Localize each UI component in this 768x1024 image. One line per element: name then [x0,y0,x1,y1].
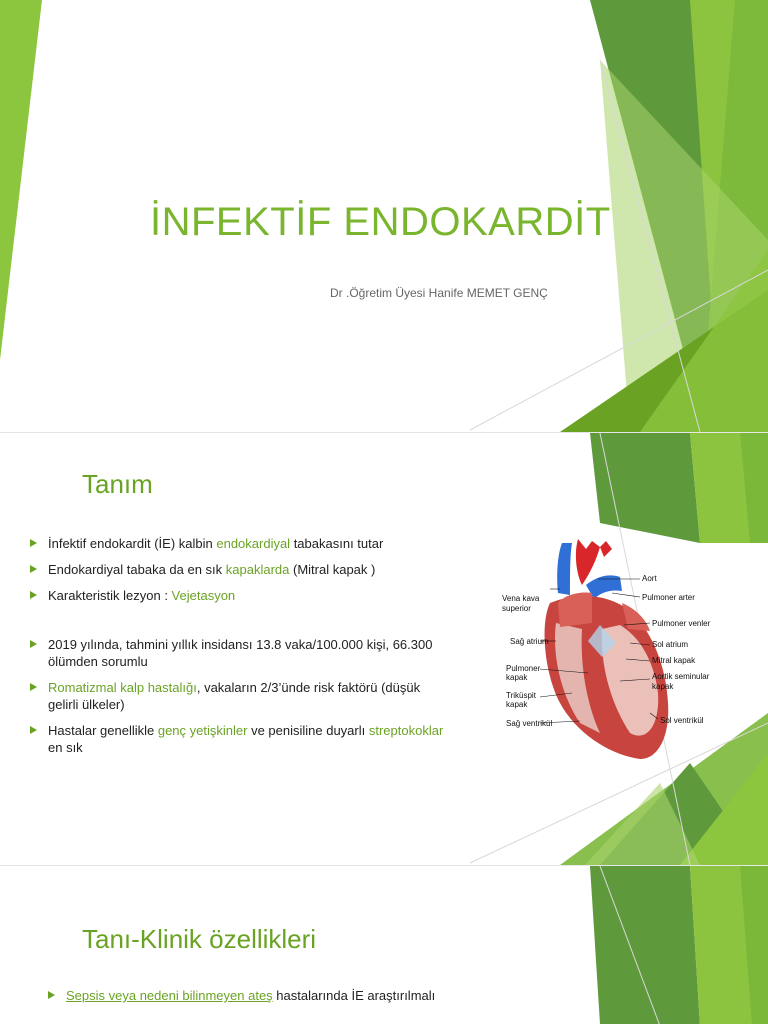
bullet-item: Sepsis veya nedeni bilinmeyen ateş hastalarında İE araştırılmalı [48,987,568,1004]
label-sol-ventrikul: Sol ventrikül [660,716,704,725]
bullet-arrow-icon [30,591,37,599]
label-pulmoner-kapak-2: kapak [506,673,528,682]
label-trikuspit-2: kapak [506,700,528,709]
label-aortik-1: Aortik seminular [652,672,710,681]
clinical-features-slide [0,866,768,1024]
section-heading: Tanı-Klinik özellikleri [82,924,317,954]
heart-anatomy-diagram [500,533,722,765]
definition-slide [0,433,768,865]
epidemiology-bullets-2 [30,679,450,713]
presentation-author: Dr .Öğretim Üyesi Hanife MEMET GENÇ [330,286,548,300]
definition-bullets-3 [30,587,450,604]
label-sag-atrium: Sağ atrium [510,637,549,646]
label-trikuspit-1: Triküspit [506,691,536,700]
bullet-arrow-icon [30,539,37,547]
label-vena-kava-1: Vena kava [502,594,540,603]
label-sag-ventrikul: Sağ ventrikül [506,719,553,728]
bullet-item: Karakteristik lezyon : Vejetasyon [30,587,450,604]
title-slide [0,0,768,432]
bullet-item: 2019 yılında, tahmini yıllık insidansı 13.8 vaka/100.000 kişi, 66.300 ölümden sorumlu [30,636,450,670]
definition-bullets-2 [30,561,450,578]
label-aort: Aort [642,574,657,583]
label-vena-kava-2: superior [502,604,531,613]
vena-cava-vessel [557,543,572,595]
section-heading: Tanım [82,469,153,499]
epidemiology-bullets-1 [30,636,450,670]
bullet-arrow-icon [30,726,37,734]
bullet-item: Endokardiyal tabaka da en sık kapaklarda (Mitral kapak ) [30,561,450,578]
label-pulmoner-arter: Pulmoner arter [642,593,695,602]
definition-bullets-1 [30,535,450,552]
presentation-title: İNFEKTİF ENDOKARDİT [150,200,611,244]
label-pulmoner-venler: Pulmoner venler [652,619,711,628]
label-sol-atrium: Sol atrium [652,640,689,649]
bullet-arrow-icon [30,683,37,691]
bullet-item: Hastalar genellikle genç yetişkinler ve penisiline duyarlı streptokoklar en sık [30,722,450,756]
bullet-arrow-icon [48,991,55,999]
bullet-item: Romatizmal kalp hastalığı, vakaların 2/3’ünde risk faktörü (düşük gelirli ülkeler) [30,679,450,713]
label-aortik-2: kapak [652,682,674,691]
bullet-arrow-icon [30,640,37,648]
label-mitral-kapak: Mitral kapak [652,656,696,665]
label-pulmoner-kapak-1: Pulmoner [506,664,541,673]
bullet-arrow-icon [30,565,37,573]
bullet-item: İnfektif endokardit (İE) kalbin endokardiyal tabakasını tutar [30,535,450,552]
aorta-vessel [576,539,600,585]
epidemiology-bullets-3 [30,722,450,756]
clinical-bullets [48,987,568,1004]
